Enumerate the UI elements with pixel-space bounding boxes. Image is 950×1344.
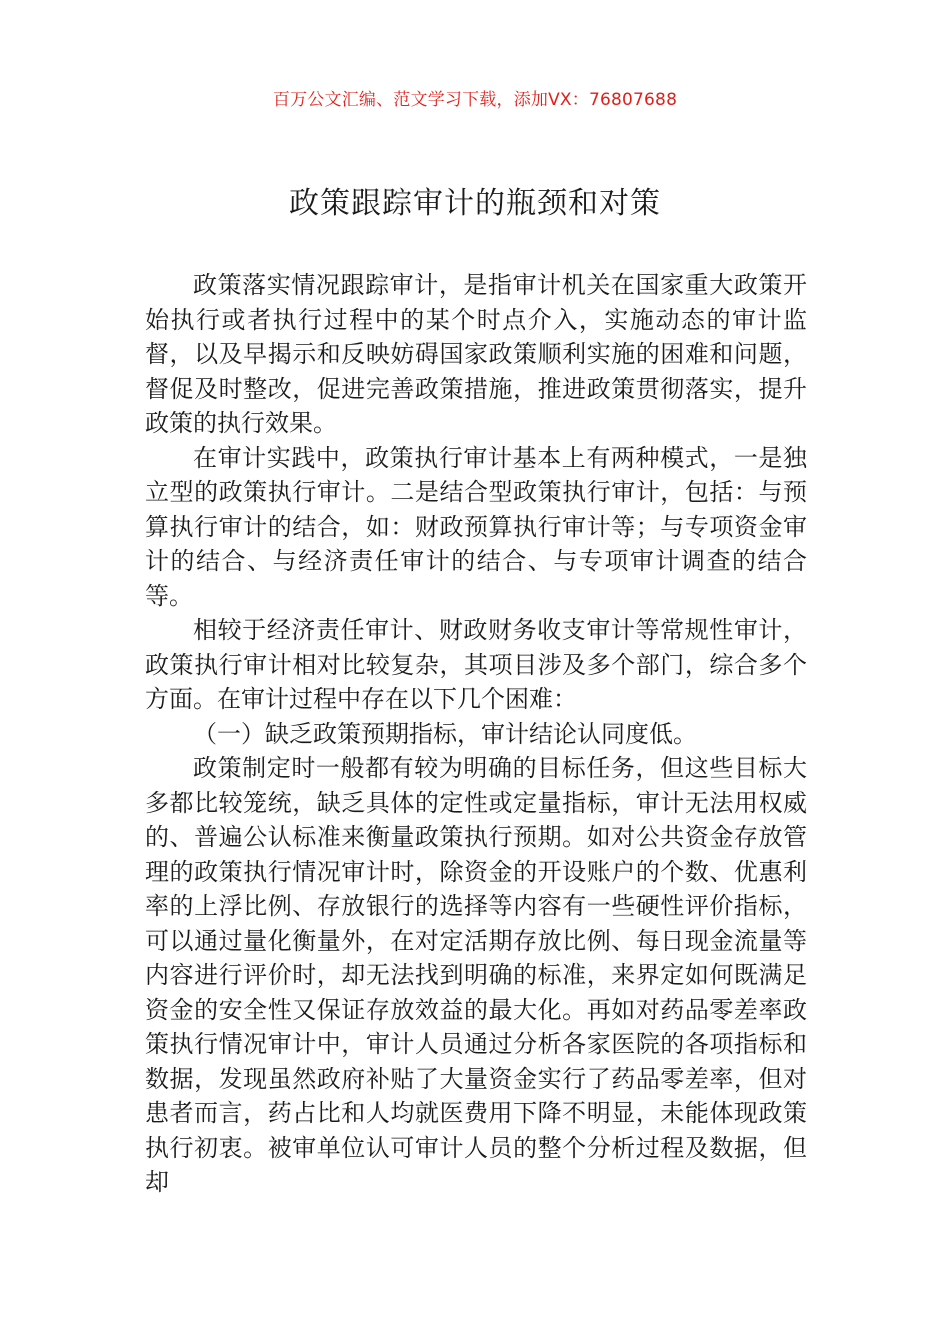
paragraph-3: 相较于经济责任审计、财政财务收支审计等常规性审计，政策执行审计相对比较复杂，其项目涉及多个部门，综合多个方面。在审计过程中存在以下几个困难： <box>145 616 807 713</box>
paragraph-4: 政策制定时一般都有较为明确的目标任务，但这些目标大多都比较笼统，缺乏具体的定性或定量指标，审计无法用权威的、普遍公认标准来衡量政策执行预期。如对公共资金存放管理的政策执行情况审计时，除资金的开设账户的个数、优惠利率的上浮比例、存放银行的选择等内容有一些硬性评价指标，可以通过量化衡量外，在对定活期存放比例、每日现金流量等内容进行评价时，却无法找到明确的标准，来界定如何既满足资金的安全性又保证存放效益的最大化。再如对药品零差率政策执行情况审计中，审计人员通过分析各家医院的各项指标和数据，发现虽然政府补贴了大量资金实行了药品零差率，但对患者而言，药占比和人均就医费用下降不明显，未能体现政策执行初衷。被审单位认可审计人员的整个分析过程及数据，但却 <box>145 754 807 1196</box>
paragraph-2: 在审计实践中，政策执行审计基本上有两种模式，一是独立型的政策执行审计。二是结合型政策执行审计，包括：与预算执行审计的结合，如：财政预算执行审计等；与专项资金审计的结合、与经济责任审计的结合、与专项审计调查的结合等。 <box>145 443 807 610</box>
document-body <box>145 268 807 1200</box>
section-heading-1: （一）缺乏政策预期指标，审计结论认同度低。 <box>193 719 697 748</box>
paragraph-1: 政策落实情况跟踪审计，是指审计机关在国家重大政策开始执行或者执行过程中的某个时点介入，实施动态的审计监督，以及早揭示和反映妨碍国家政策顺利实施的困难和问题，督促及时整改，促进完善政策措施，推进政策贯彻落实，提升政策的执行效果。 <box>145 271 807 437</box>
header-watermark-note: 百万公文汇编、范文学习下载，添加VX：76807688 <box>272 90 678 110</box>
document-title: 政策跟踪审计的瓶颈和对策 <box>289 186 661 221</box>
